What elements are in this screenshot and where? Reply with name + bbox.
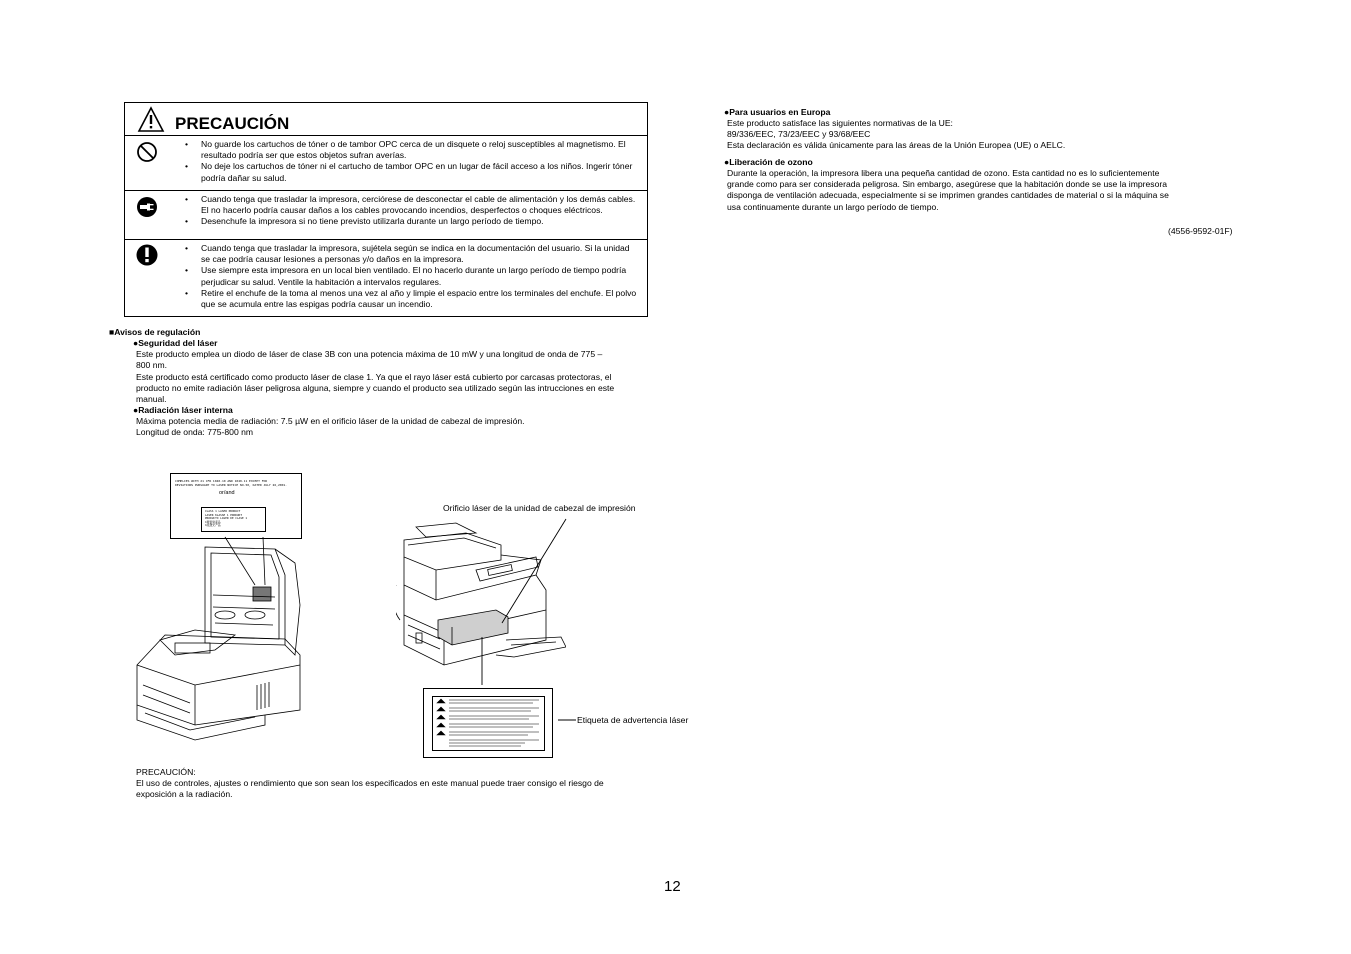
warning-triangle-icon bbox=[137, 106, 165, 133]
caution-item: • No guarde los cartuchos de tóner o de tambor OPC cerca de un disquete o reloj susceptibles al magnetismo. El resultado podría ser que estos objetos sufran averías. bbox=[201, 139, 639, 161]
laser-warning-label bbox=[423, 688, 553, 758]
caution-item: • Use siempre esta impresora en un local bien ventilado. El no hacerlo durante un largo período de tiempo podría perjudicar su salud. Ventile la habitación a intervalos regulares. bbox=[201, 265, 639, 287]
laser-safety-paragraph-2: Este producto está certificado como producto láser de clase 1. Ya que el rayo láser está cubierto por carcasas protectoras, el producto no emite radiación láser peligrosa alguna, siempre y cuando el producto sea utilizado según las intrucciones en este manual. bbox=[136, 372, 615, 405]
class1-label-box bbox=[201, 507, 266, 532]
label-text-line: DEVIATIONS PURSUANT TO LASER NOTICE NO.50, DATED JULY 26,2001. bbox=[175, 482, 287, 487]
unplug-icon bbox=[136, 196, 158, 218]
laser-safety-paragraph-1: Este producto emplea un diodo de láser de clase 3B con una potencia máxima de 10 mW y una longitud de onda de 775 – 800 nm. bbox=[136, 349, 603, 371]
caution-title: PRECAUCIÓN bbox=[175, 114, 290, 133]
doc-code: (4556-9592-01F) bbox=[1168, 226, 1233, 236]
europe-line-2: 89/336/EEC, 73/23/EEC y 93/68/EEC bbox=[727, 129, 871, 139]
page-number: 12 bbox=[664, 878, 681, 895]
laser-warning-label-inner bbox=[432, 696, 545, 751]
europe-line-3: Esta declaración es válida únicamente para las áreas de la Unión Europea (UE) o AELC. bbox=[727, 140, 1066, 150]
internal-radiation-title: ●Radiación láser interna bbox=[133, 405, 233, 415]
caution-row-prohibition bbox=[125, 136, 647, 191]
ozone-text: Durante la operación, la impresora libera una pequeña cantidad de ozono. Esta cantidad no es lo suficientemente grande como para ser considerada peligrosa. Sin embargo, asegúrese que la habitación donde se use la impresora disponga de ventilación adecuada, especialmente si se imprimen grandes cantidades de material o si la máquina se usa continuamente durante un largo período de tiempo. bbox=[727, 168, 1169, 212]
caution-item: • Cuando tenga que trasladar la impresora, sujétela según se indica en la documentación del usuario. Si la unidad se cae podría causar lesiones a personas y/o daños en la impresora. bbox=[201, 243, 639, 265]
laser-warning-text-block bbox=[433, 697, 544, 750]
label-inner-line: 1類雷射產品 bbox=[205, 519, 221, 524]
callout-label: Etiqueta de advertencia láser bbox=[577, 715, 689, 725]
ozone-title: ●Liberación de ozono bbox=[724, 157, 813, 167]
caution-row-unplug bbox=[125, 191, 647, 240]
label-inner-line: 1级激光产品 bbox=[205, 523, 221, 528]
printer-open-illustration bbox=[135, 535, 305, 747]
label-inner-line: LASER KLASSE 1 PRODUKT bbox=[205, 512, 243, 517]
internal-radiation-line-2: Longitud de onda: 775-800 nm bbox=[136, 427, 254, 437]
prohibition-icon bbox=[136, 141, 158, 163]
label-or-and: or/and bbox=[219, 490, 235, 496]
caution-row-exclamation bbox=[125, 240, 647, 316]
footer-caution-text: El uso de controles, ajustes o rendimiento que son sean los especificados en este manual puede traer consigo el riesgo de exposición a la radiación. bbox=[136, 778, 604, 800]
caution-item: • Desenchufe la impresora si no tiene previsto utilizarla durante un largo período de tiempo. bbox=[201, 216, 639, 227]
footer-caution-title: PRECAUCIÓN: bbox=[136, 767, 196, 777]
regulatory-heading: ■Avisos de regulación bbox=[109, 327, 201, 337]
caution-item: • No deje los cartuchos de tóner ni el cartucho de tambor OPC en un lugar de fácil acceso a los niños. Ingerir tóner podría dañar su salud. bbox=[201, 161, 639, 183]
europe-title: ●Para usuarios en Europa bbox=[724, 107, 831, 117]
label-inner-line: CLASS 1 LASER PRODUCT bbox=[205, 509, 241, 513]
certification-label-sheet bbox=[170, 473, 302, 539]
callout-orifice: Orificio láser de la unidad de cabezal de impresión bbox=[443, 503, 636, 513]
caution-item: • Cuando tenga que trasladar la impresora, cerciórese de desconectar el cable de alimentación y los demás cables. El no hacerlo podría causar daños a los cables provocando incendios, desperfectos o choques eléctricos. bbox=[201, 194, 639, 216]
internal-radiation-line-1: Máxima potencia media de radiación: 7.5 µW en el orificio láser de la unidad de cabezal de impresión. bbox=[136, 416, 525, 426]
label-inner-line: PRODUCTO LASER DE CLASE 1 bbox=[205, 516, 248, 521]
caution-header bbox=[125, 103, 647, 136]
exclamation-icon bbox=[136, 243, 158, 267]
laser-safety-title: ●Seguridad del láser bbox=[133, 338, 218, 348]
label-text-line: COMPLIES WITH 21 CFR 1040.10 AND 1040.11 EXCEPT FOR bbox=[175, 479, 268, 483]
europe-line-1: Este producto satisface las siguientes normativas de la UE: bbox=[727, 118, 953, 128]
caution-item: • Retire el enchufe de la toma al menos una vez al año y limpie el espacio entre los terminales del enchufe. El polvo que se acumula entre las espigas podría causar un incendio. bbox=[201, 288, 639, 310]
caution-box bbox=[124, 102, 648, 317]
